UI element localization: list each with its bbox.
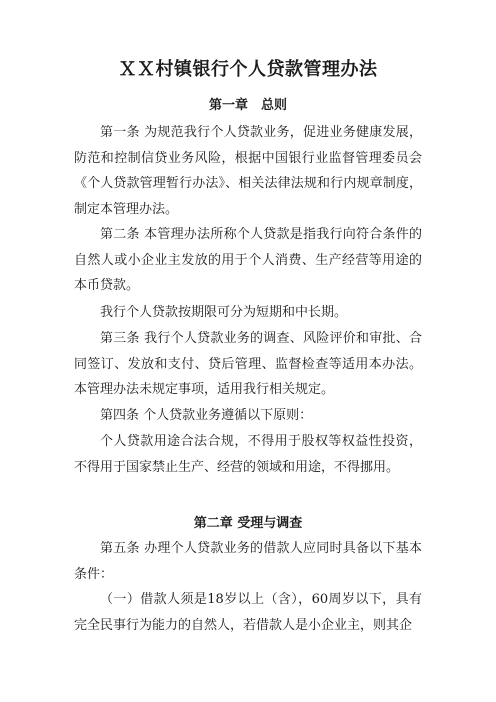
loan-principle-paragraph: 个人贷款用途合法合规，不得用于股权等权益性投资，不得用于国家禁止生产、经营的领域和用途，不得挪用。 [74,434,422,475]
loan-term-paragraph: 我行个人贷款按期限可分为短期和中长期。 [100,305,348,320]
article-1-paragraph: 第一条 为规范我行个人贷款业务，促进业务健康发展，防范和控制信贷业务风险，根据中国银行业监督管理委员会《个人贷款管理暂行办法》、相关法律法规和行内规章制度，制定本管理办法。 [74,125,422,217]
borrower-condition-1-paragraph: （一）借款人须是18岁以上（含），60周岁以下，具有完全民事行为能力的自然人，若借款人是小企业主，则其企 [74,592,422,633]
document-title: ＸＸ村镇银行个人贷款管理办法 [118,59,378,80]
article-3-paragraph: 第三条 我行个人贷款业务的调查、风险评价和审批、合同签订、发放和支付、贷后管理、监督检查等适用本办法。本管理办法未规定事项，适用我行相关规定。 [74,331,422,397]
article-2-paragraph: 第二条 本管理办法所称个人贷款是指我行向符合条件的自然人或小企业主发放的用于个人消费、生产经营等用途的本币贷款。 [74,227,422,293]
chapter-heading-2: 第二章 受理与调查 [193,516,303,531]
chapter-heading-1: 第一章 总则 [208,98,287,113]
article-5-paragraph: 第五条 办理个人贷款业务的借款人应同时具备以下基本条件： [74,541,422,582]
article-4-paragraph: 第四条 个人贷款业务遵循以下原则： [100,408,313,423]
